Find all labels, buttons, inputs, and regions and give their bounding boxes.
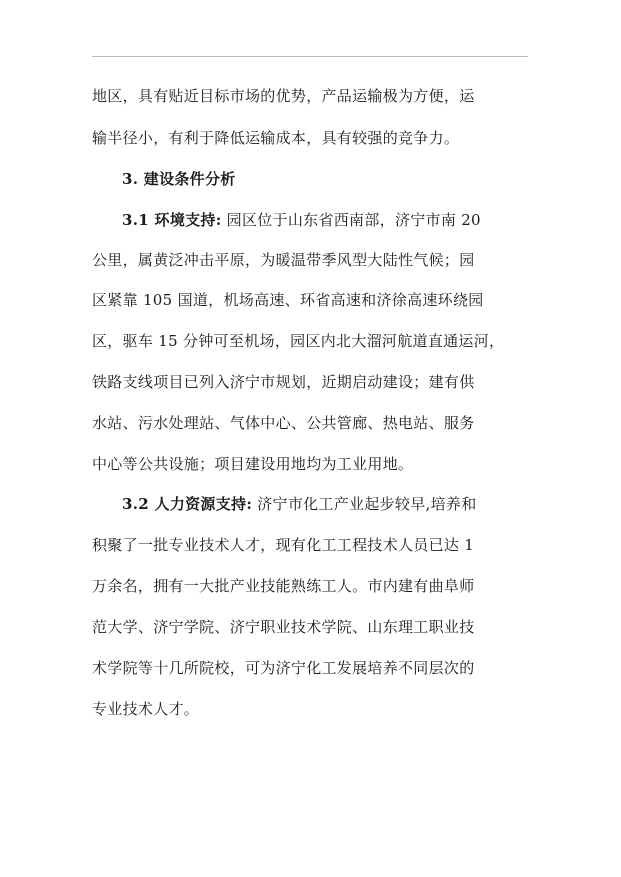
paragraph-line: 铁路支线项目已列入济宁市规划，近期启动建设；建有供 <box>92 373 475 391</box>
paragraph-line: 区，驱车 15 分钟可至机场，园区内北大溜河航道直通运河， <box>92 332 505 350</box>
paragraph-line: 万余名，拥有一大批产业技能熟练工人。市内建有曲阜师 <box>92 577 475 595</box>
paragraph-line: 范大学、济宁学院、济宁职业技术学院、山东理工职业技 <box>92 618 475 636</box>
section-3-2-first-line-text: 济宁市化工产业起步较早,培养和 <box>257 495 477 513</box>
header-rule <box>92 56 528 57</box>
paragraph-line: 区紧靠 105 国道，机场高速、环省高速和济徐高速环绕园 <box>92 291 484 309</box>
section-3-heading: 3. 建设条件分析 <box>122 170 236 188</box>
paragraph-line: 地区，具有贴近目标市场的优势，产品运输极为方便，运 <box>92 87 475 105</box>
paragraph-line: 术学院等十几所院校，可为济宁化工发展培养不同层次的 <box>92 659 475 677</box>
paragraph-line: 中心等公共设施；项目建设用地均为工业用地。 <box>92 455 414 473</box>
paragraph-line: 公里，属黄泛冲击平原，为暖温带季风型大陆性气候；园 <box>92 251 475 269</box>
paragraph-line: 专业技术人才。 <box>92 700 200 718</box>
section-3-1-title: 3.1 环境支持: <box>122 211 222 229</box>
section-3-1-first-line <box>122 210 481 230</box>
paragraph-line: 输半径小，有利于降低运输成本，具有较强的竞争力。 <box>92 129 460 147</box>
section-3-1-first-line-text: 园区位于山东省西南部，济宁市南 20 <box>226 211 481 229</box>
paragraph-line: 积聚了一批专业技术人才，现有化工工程技术人员已达 1 <box>92 536 475 554</box>
section-3-2-first-line <box>122 494 477 514</box>
section-3-2-title: 3.2 人力资源支持: <box>122 495 253 513</box>
paragraph-line: 水站、污水处理站、气体中心、公共管廊、热电站、服务 <box>92 414 475 432</box>
